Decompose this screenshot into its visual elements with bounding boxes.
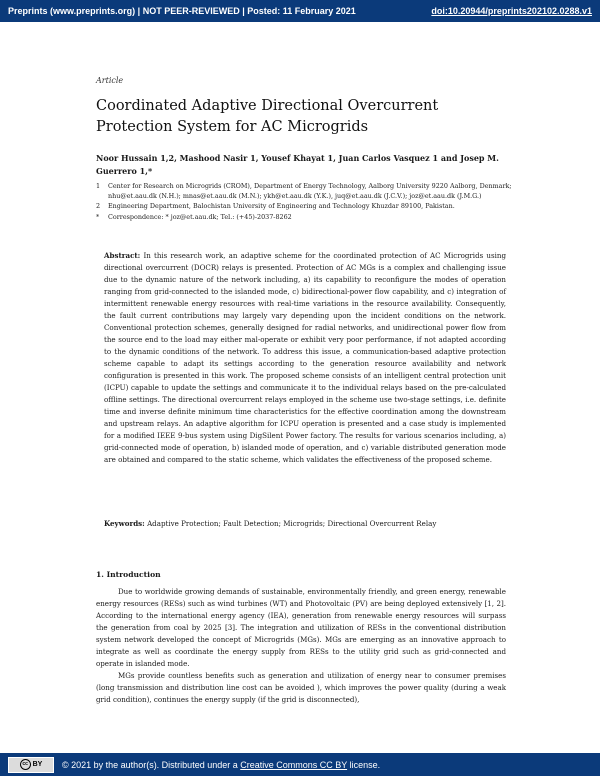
preprint-header-info: Preprints (www.preprints.org) | NOT PEER-REVIEWED | Posted: 11 February 2021 (8, 6, 356, 16)
license-link[interactable]: Creative Commons CC BY (240, 759, 348, 770)
cc-badge-label: BY (32, 761, 43, 768)
author-list: Noor Hussain 1,2, Mashood Nasir 1, Yousef Khayat 1, Juan Carlos Vasquez 1 and Josep M. Guerrero 1,* (96, 153, 499, 176)
abstract-text: In this research work, an adaptive scheme for the coordinated protection of AC Microgrids using directional overcurrent (DOCR) relays is presented. Protection of AC MGs is a complex and challenging issue due to the dynamic nature of the network including, a) its capability to reconfigure the modes of operation ranging from grid-connected to the islanded mode, c) bidirectional-power flow capability, and c) integration of intermittent renewable energy resources with real-time variations in the resource availability. Consequently, the fault current contributions may largely vary depending upon the incident conditions on the network. Conventional protection schemes, generally designed for radial networks, and unidirectional power flow from the source end to the load may either mal-operate or exhibit very poor performance, if not adapted according to the dynamic conditions of the network. To address this issue, a communication-based adaptive protection scheme capable to adapt its settings according to the generation resource availability and network configuration is presented in this work. The proposed scheme consists of an intelligent central protection unit (ICPU) capable to update the settings and communicate it to the individual relays based on the pre-calculated offline settings. The directional overcurrent relays employed in the scheme use two-stage settings, i.e. definite time and inverse definite minimum time characteristics for the effective coordination among the downstream and upstream relays. An adaptive algorithm for ICPU operation is presented and a case study is implemented for a modified IEEE 9-bus system using DigSilent Power factory. The results for various scenarios including, a) grid-connected mode of operation, b) islanded mode of operation, and c) variable distributed generation mode are obtained and compared to the static scheme, which validates the effectiveness of the proposed scheme. (104, 251, 506, 464)
affiliation-number: 2 (96, 202, 101, 210)
introduction-body (96, 586, 506, 706)
affiliation-text: Engineering Department, Balochistan University of Engineering and Technology Khuzdar 89100, Pakistan. (108, 202, 455, 210)
keywords-label: Keywords: (104, 519, 145, 528)
correspondence-text: Correspondence: * joz@et.aau.dk; Tel.: (+45)-2037-8262 (108, 212, 292, 221)
license-text (62, 760, 380, 770)
abstract (104, 250, 506, 466)
keywords-text: Adaptive Protection; Fault Detection; Microgrids; Directional Overcurrent Relay (147, 519, 437, 528)
preprint-header-bar (0, 0, 600, 22)
abstract-label: Abstract: (104, 251, 141, 260)
affiliation-2 (96, 202, 516, 212)
correspondence-marker: * (96, 212, 100, 221)
paper-title: Coordinated Adaptive Directional Overcurrent Protection System for AC Microgrids (96, 98, 439, 135)
article-type-label: Article (96, 76, 124, 85)
affiliation-1 (96, 182, 516, 201)
paragraph: MGs provide countless benefits such as generation and utilization of energy near to consumer premises (long transmission and distribution line cost can be avoided ), which improves the power quality (during a weak grid condition), continues the energy supply (if the grid is disconnected), (96, 671, 506, 704)
cc-by-badge[interactable] (8, 757, 54, 773)
license-footer (0, 753, 600, 776)
correspondence (96, 213, 516, 223)
doi-link[interactable]: doi:10.20944/preprints202102.0288.v1 (431, 6, 592, 16)
keywords (104, 519, 506, 528)
license-suffix: license. (347, 759, 381, 770)
paragraph: Due to worldwide growing demands of sustainable, environmentally friendly, and green energy, renewable energy resources (RESs) such as wind turbines (WT) and Photovoltaic (PV) are being deployed extensively [1, 2]. According to the international energy agency (IEA), generation from renewable energy resources will surpass the generation from coal by 2025 [3]. The integration and utilization of RESs in the conventional distribution system network developed the concept of Microgrids (MGs). MGs are emerging as an innovative approach to integrate as well as coordinate the energy supply from RESs to the utility grid such as grid-connected and operate in islanded mode. (96, 587, 506, 668)
section-heading: 1. Introduction (96, 570, 161, 579)
affiliation-text: Center for Research on Microgrids (CROM), Department of Energy Technology, Aalborg University 9220 Aalborg, Denmark; nhu@et.aau.dk (N.H.); mnas@et.aau.dk (M.N.); ykh@et.aau.dk (Y.K.), juq@et.aau.dk (J.C.V.); joz@et.aau.dk (J.M.G.) (108, 182, 512, 200)
cc-icon: cc (20, 759, 31, 770)
affiliation-number: 1 (96, 182, 101, 190)
license-prefix: © 2021 by the author(s). Distributed under a (62, 759, 241, 770)
affiliations (96, 182, 516, 223)
